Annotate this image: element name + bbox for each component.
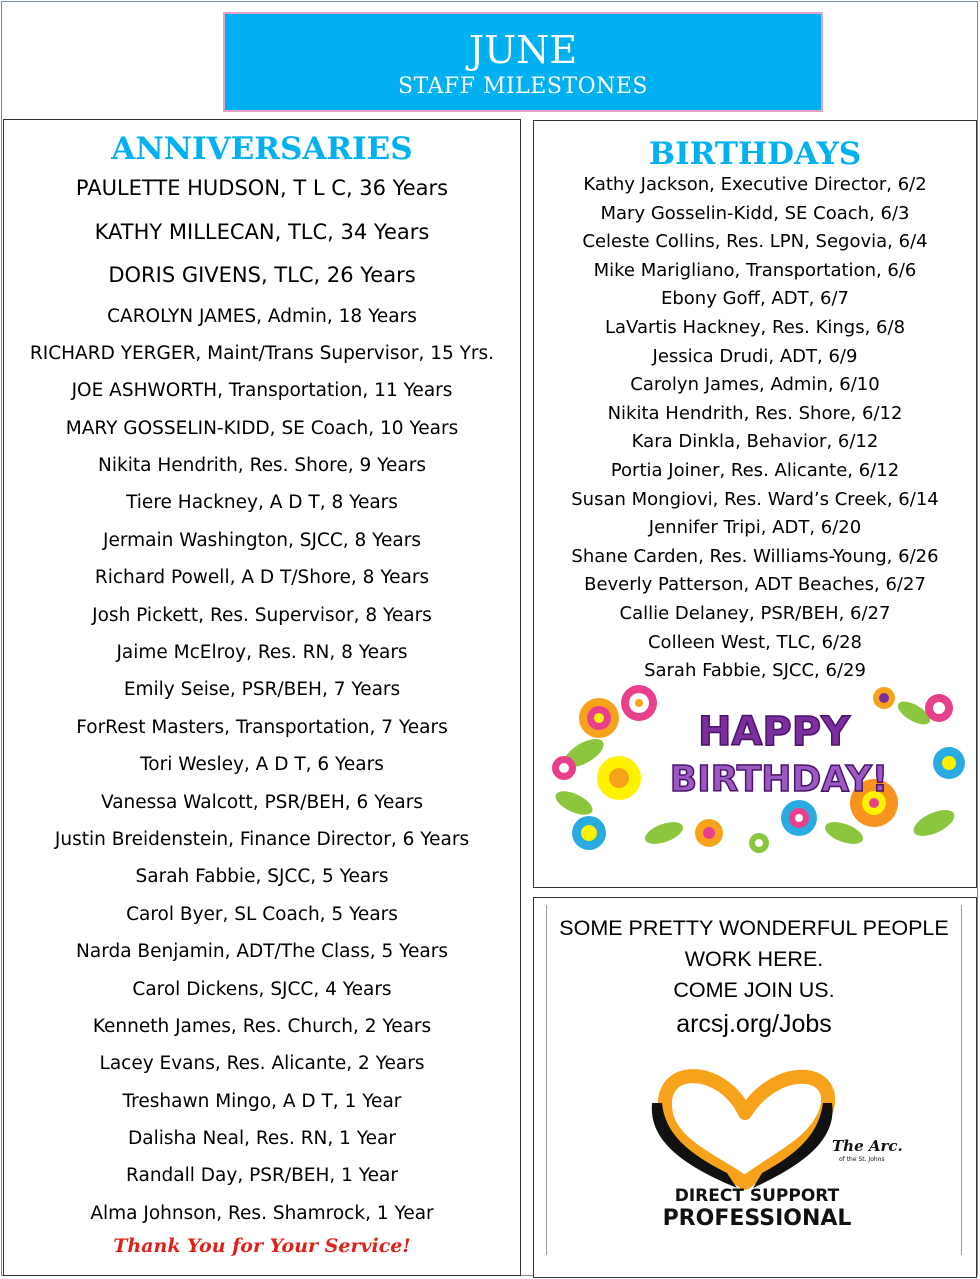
header-subtitle: STAFF MILESTONES bbox=[398, 74, 648, 99]
jobs-text bbox=[547, 913, 961, 1042]
list-item: DORIS GIVENS, TLC, 26 Years bbox=[108, 263, 416, 287]
list-item: Lacey Evans, Res. Alicante, 2 Years bbox=[99, 1053, 425, 1075]
list-item: Mike Marigliano, Transportation, 6/6 bbox=[593, 259, 917, 281]
list-item: Josh Pickett, Res. Supervisor, 8 Years bbox=[92, 604, 432, 626]
thank-you-note: Thank You for Your Service! bbox=[113, 1235, 411, 1257]
list-item: MARY GOSSELIN-KIDD, SE Coach, 10 Years bbox=[65, 417, 459, 439]
heart-icon bbox=[665, 1076, 828, 1183]
list-item: Randall Day, PSR/BEH, 1 Year bbox=[126, 1165, 398, 1187]
jobs-panel bbox=[533, 897, 977, 1278]
list-item: Dalisha Neal, Res. RN, 1 Year bbox=[128, 1128, 396, 1150]
list-item: Susan Mongiovi, Res. Ward’s Creek, 6/14 bbox=[571, 488, 939, 510]
list-item: Colleen West, TLC, 6/28 bbox=[647, 631, 862, 653]
list-item: Sarah Fabbie, SJCC, 6/29 bbox=[644, 660, 866, 682]
list-item: Jermain Washington, SJCC, 8 Years bbox=[103, 529, 421, 551]
birthday-text: BIRTHDAY! bbox=[669, 759, 889, 800]
list-item: Carolyn James, Admin, 6/10 bbox=[630, 374, 880, 396]
list-item: Richard Powell, A D T/Shore, 8 Years bbox=[94, 567, 430, 589]
jobs-ad bbox=[546, 905, 962, 1255]
list-item: Nikita Hendrith, Res. Shore, 6/12 bbox=[607, 402, 903, 424]
anniversaries-panel bbox=[3, 119, 521, 1276]
jobs-url-link[interactable]: arcsj.org/Jobs bbox=[676, 1010, 832, 1038]
list-item: PAULETTE HUDSON, T L C, 36 Years bbox=[75, 176, 449, 200]
birthdays-panel bbox=[533, 120, 977, 888]
list-item: LaVartis Hackney, Res. Kings, 6/8 bbox=[604, 316, 906, 338]
list-item: Carol Byer, SL Coach, 5 Years bbox=[126, 903, 398, 925]
list-item: Shane Carden, Res. Williams-Young, 6/26 bbox=[571, 545, 939, 567]
direct-support-professional-logo bbox=[627, 1043, 903, 1233]
list-item: Carol Dickens, SJCC, 4 Years bbox=[132, 978, 392, 1000]
list-item: Kenneth James, Res. Church, 2 Years bbox=[92, 1015, 432, 1037]
list-item: Jennifer Tripi, ADT, 6/20 bbox=[648, 517, 862, 539]
list-item: Treshawn Mingo, A D T, 1 Year bbox=[122, 1090, 402, 1112]
logo-line-1: DIRECT SUPPORT bbox=[674, 1186, 840, 1206]
list-item: Justin Breidenstein, Finance Director, 6 Years bbox=[54, 828, 470, 850]
happy-birthday-graphic bbox=[544, 683, 974, 858]
happy-text: HAPPY bbox=[697, 709, 851, 755]
header-banner bbox=[223, 12, 823, 112]
list-item: Kara Dinkla, Behavior, 6/12 bbox=[631, 431, 879, 453]
header-month: JUNE bbox=[468, 28, 578, 72]
logo-line-2: PROFESSIONAL bbox=[662, 1206, 852, 1231]
list-item: Narda Benjamin, ADT/The Class, 5 Years bbox=[76, 941, 448, 963]
list-item: KATHY MILLECAN, TLC, 34 Years bbox=[94, 219, 430, 244]
birthdays-list bbox=[534, 171, 976, 686]
list-item: CAROLYN JAMES, Admin, 18 Years bbox=[107, 305, 417, 327]
list-item: Nikita Hendrith, Res. Shore, 9 Years bbox=[98, 455, 426, 477]
list-item: Emily Seise, PSR/BEH, 7 Years bbox=[123, 679, 401, 701]
jobs-line-3: COME JOIN US. bbox=[673, 978, 835, 1002]
jobs-line-2: WORK HERE. bbox=[684, 947, 824, 971]
birthdays-heading: BIRTHDAYS bbox=[648, 136, 862, 172]
list-item: Tiere Hackney, A D T, 8 Years bbox=[126, 492, 398, 514]
list-item: Vanessa Walcott, PSR/BEH, 6 Years bbox=[101, 791, 423, 813]
list-item: Celeste Collins, Res. LPN, Segovia, 6/4 bbox=[582, 231, 928, 253]
list-item: Sarah Fabbie, SJCC, 5 Years bbox=[135, 866, 389, 888]
list-item: ForRest Masters, Transportation, 7 Years bbox=[76, 716, 448, 738]
jobs-line-1: SOME PRETTY WONDERFUL PEOPLE bbox=[559, 916, 949, 940]
list-item: Portia Joiner, Res. Alicante, 6/12 bbox=[610, 459, 900, 481]
list-item: Callie Delaney, PSR/BEH, 6/27 bbox=[619, 602, 891, 624]
list-item: Ebony Goff, ADT, 6/7 bbox=[661, 288, 849, 310]
list-item: Jessica Drudi, ADT, 6/9 bbox=[652, 345, 858, 367]
list-item: Jaime McElroy, Res. RN, 8 Years bbox=[116, 642, 408, 664]
list-item: Alma Johnson, Res. Shamrock, 1 Year bbox=[90, 1202, 434, 1224]
list-item: RICHARD YERGER, Maint/Trans Supervisor, 15 Yrs. bbox=[29, 342, 495, 364]
list-item: Mary Gosselin-Kidd, SE Coach, 6/3 bbox=[600, 202, 910, 224]
arc-brand: The Arc. bbox=[832, 1137, 903, 1155]
anniversaries-heading: ANNIVERSARIES bbox=[111, 131, 413, 167]
list-item: Beverly Patterson, ADT Beaches, 6/27 bbox=[584, 574, 926, 596]
list-item: Kathy Jackson, Executive Director, 6/2 bbox=[583, 174, 927, 195]
anniversaries-list bbox=[4, 167, 520, 1232]
list-item: JOE ASHWORTH, Transportation, 11 Years bbox=[71, 380, 453, 402]
arc-brand-sub: of the St. Johns bbox=[839, 1156, 885, 1163]
list-item: Tori Wesley, A D T, 6 Years bbox=[140, 754, 384, 776]
